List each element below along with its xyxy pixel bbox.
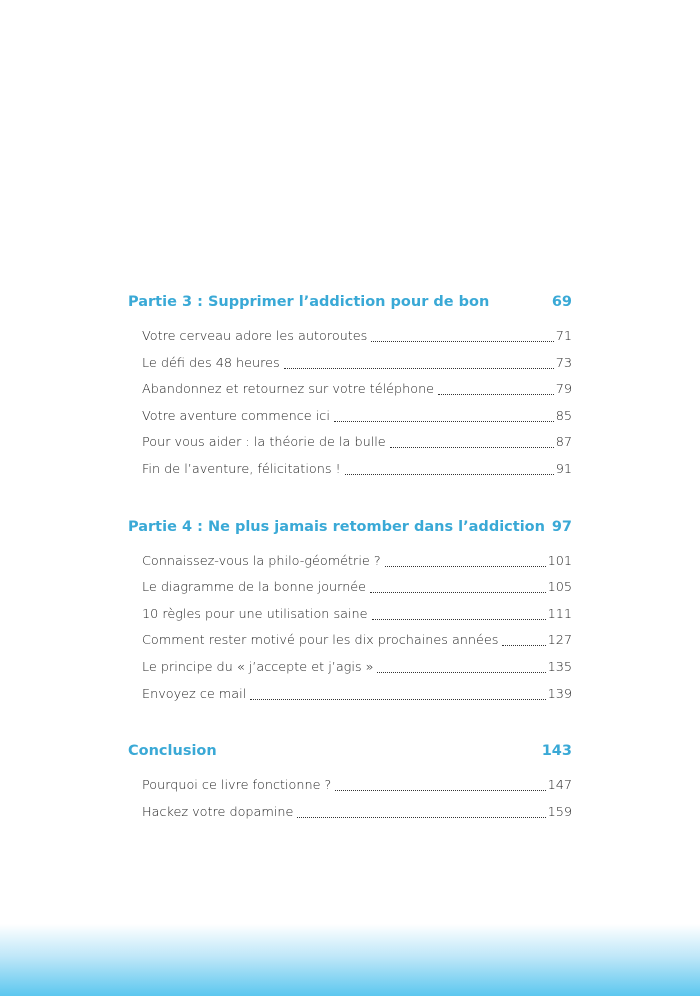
- section-entries: [128, 324, 572, 484]
- entry-page: 159: [547, 804, 572, 820]
- toc-entry: [142, 800, 572, 827]
- dot-leader: [502, 644, 545, 646]
- toc-entry: [142, 430, 572, 457]
- toc-entry: [142, 602, 572, 629]
- section-title: Partie 3 : Supprimer l’addiction pour de bon: [128, 294, 490, 310]
- entry-page: 101: [547, 553, 572, 569]
- section-entries: [128, 549, 572, 709]
- dot-leader: [345, 473, 554, 475]
- dot-leader: [438, 393, 554, 395]
- entry-page: 139: [547, 686, 572, 702]
- entry-page: 91: [555, 461, 572, 477]
- entry-page: 111: [547, 606, 572, 622]
- toc-section-partie-3: [128, 290, 572, 484]
- bottom-gradient-band: [0, 924, 700, 996]
- toc-section-conclusion: [128, 739, 572, 826]
- entry-page: 79: [555, 382, 572, 398]
- dot-leader: [390, 446, 554, 448]
- dot-leader: [370, 591, 546, 593]
- section-heading: [128, 290, 572, 314]
- toc-entry: [142, 549, 572, 576]
- dot-leader: [334, 420, 554, 422]
- dot-leader: [250, 698, 545, 700]
- entry-title: Le défi des 48 heures: [142, 355, 280, 371]
- entry-page: 87: [555, 435, 572, 451]
- section-heading: [128, 515, 572, 539]
- entry-title: Le principe du « j’accepte et j’agis »: [142, 659, 374, 675]
- toc-entry: [142, 404, 572, 431]
- toc-section-partie-4: [128, 515, 572, 709]
- section-title: Conclusion: [128, 743, 217, 760]
- entry-title: Hackez votre dopamine: [142, 804, 294, 820]
- entry-page: 127: [547, 633, 572, 649]
- entry-page: 73: [555, 355, 572, 371]
- entry-title: Envoyez ce mail: [142, 686, 247, 702]
- entry-page: 135: [547, 659, 572, 675]
- toc-entry: [142, 324, 572, 351]
- dot-leader: [377, 671, 545, 673]
- dot-leader: [372, 618, 546, 620]
- toc-entry: [142, 457, 572, 484]
- dot-leader: [335, 789, 545, 791]
- entry-title: Connaissez-vous la philo-géométrie ?: [142, 553, 381, 569]
- section-page: 97: [551, 518, 572, 535]
- entry-title: Votre aventure commence ici: [142, 408, 330, 424]
- entry-page: 85: [555, 408, 572, 424]
- entry-title: Pourquoi ce livre fonctionne ?: [142, 778, 332, 794]
- toc-entry: [142, 682, 572, 709]
- toc-entry: [142, 575, 572, 602]
- entry-title: Abandonnez et retournez sur votre téléphone: [142, 382, 435, 398]
- section-entries: [128, 773, 572, 826]
- dot-leader: [297, 816, 545, 818]
- entry-page: 71: [555, 329, 572, 344]
- section-title: Partie 4 : Ne plus jamais retomber dans l’addiction: [128, 518, 545, 535]
- dot-leader: [385, 565, 546, 567]
- entry-title: Comment rester motivé pour les dix prochaines années: [142, 633, 499, 649]
- toc-entry: [142, 628, 572, 655]
- toc-entry: [142, 655, 572, 682]
- entry-title: Le diagramme de la bonne journée: [142, 580, 367, 596]
- table-of-contents: [128, 290, 572, 857]
- toc-entry: [142, 773, 572, 800]
- entry-title: 10 règles pour une utilisation saine: [142, 606, 368, 622]
- dot-leader: [371, 340, 553, 342]
- toc-entry: [142, 377, 572, 404]
- section-page: 69: [551, 294, 572, 310]
- entry-title: Votre cerveau adore les autoroutes: [142, 329, 368, 344]
- entry-page: 147: [547, 778, 572, 794]
- section-page: 143: [541, 743, 572, 760]
- section-heading: [128, 739, 572, 763]
- entry-title: Fin de l’aventure, félicitations !: [142, 461, 341, 477]
- dot-leader: [284, 367, 554, 369]
- entry-page: 105: [547, 580, 572, 596]
- entry-title: Pour vous aider : la théorie de la bulle: [142, 435, 386, 451]
- toc-entry: [142, 351, 572, 378]
